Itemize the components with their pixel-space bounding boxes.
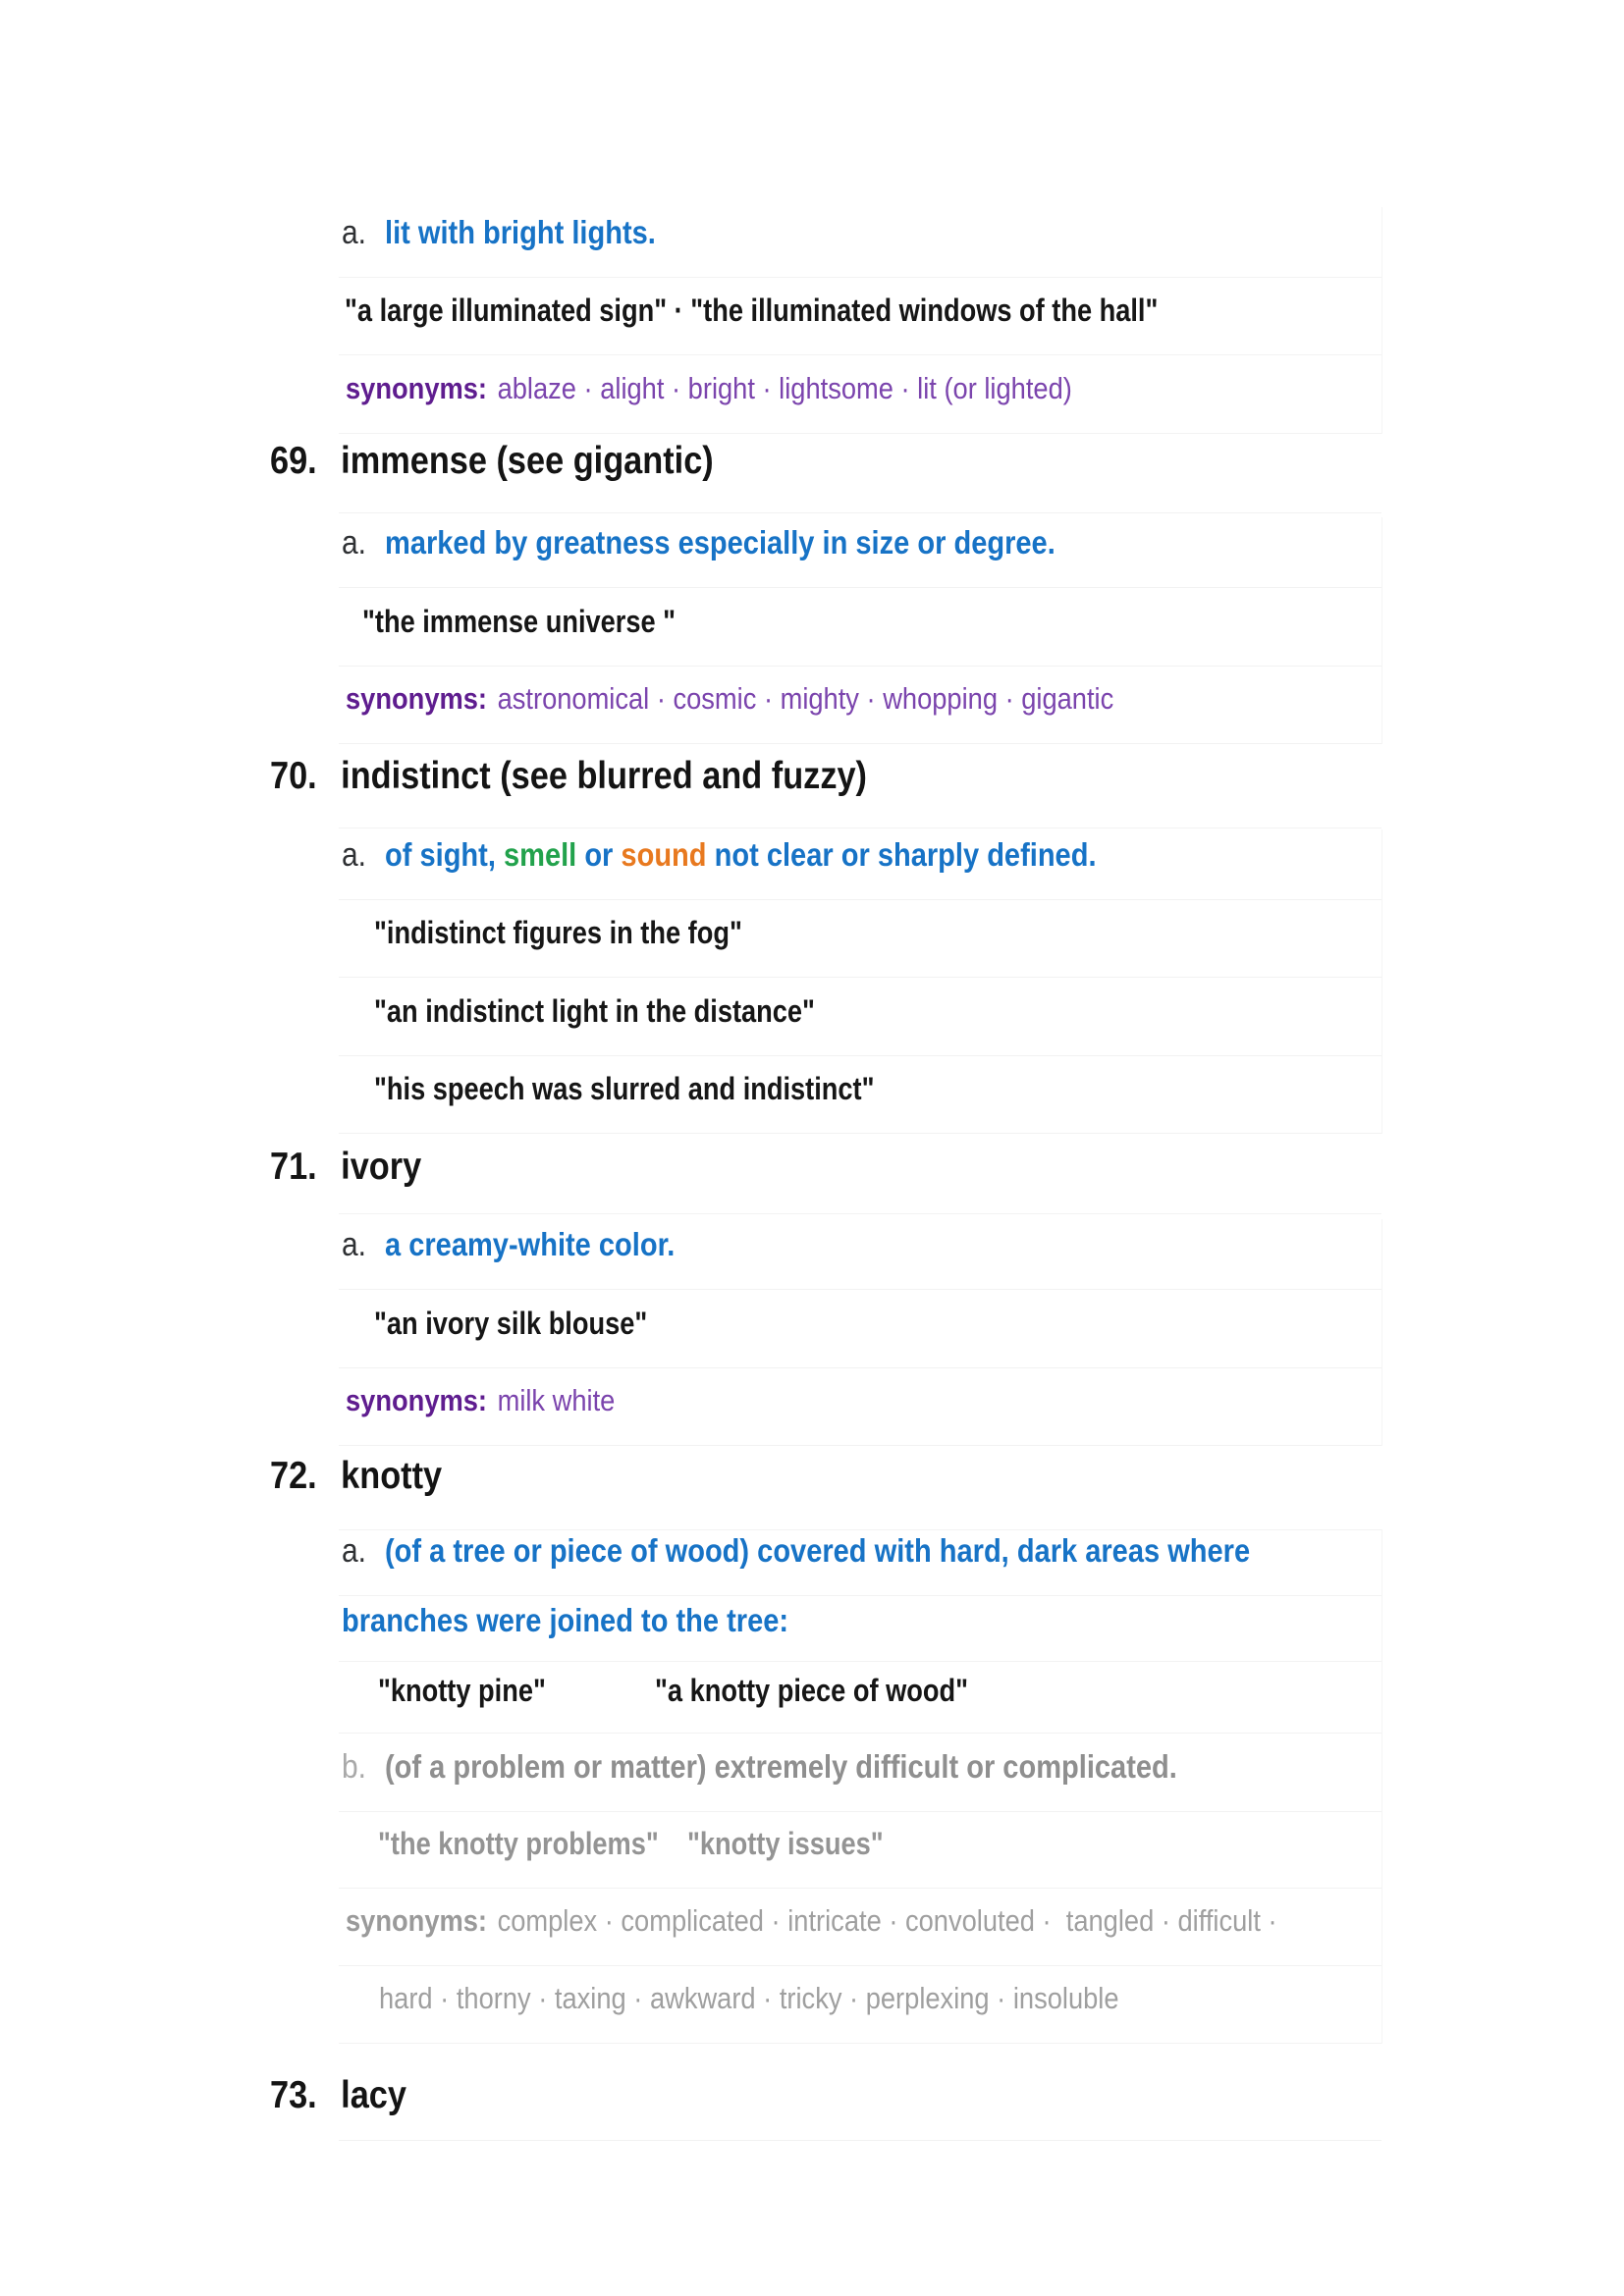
sense-marker: a. bbox=[342, 836, 366, 874]
definition-row bbox=[342, 1595, 849, 1646]
example-text: "a large illuminated sign" · "the illuminated windows of the hall" bbox=[345, 293, 1159, 328]
synonyms-text: ablaze · alight · bright · lightsome · lit (or lighted) bbox=[497, 371, 1072, 405]
synonyms-row bbox=[346, 1375, 652, 1426]
row-separator bbox=[339, 1213, 1381, 1214]
entry-word: lacy bbox=[341, 2074, 406, 2116]
sense-marker: a. bbox=[342, 1532, 366, 1570]
definition-segment: or bbox=[576, 836, 622, 873]
row-separator bbox=[339, 1289, 1381, 1290]
definition-text: branches were joined to the tree: bbox=[342, 1602, 789, 1638]
heading-line bbox=[270, 432, 714, 499]
row-separator bbox=[339, 433, 1381, 434]
heading-line bbox=[270, 1447, 442, 1514]
example-row bbox=[374, 907, 807, 958]
row-separator bbox=[339, 1367, 1381, 1368]
entry-word: ivory bbox=[341, 1146, 422, 1188]
entry-number: 70. bbox=[270, 755, 317, 797]
definition-text: marked by greatness especially in size or degree. bbox=[385, 524, 1056, 561]
example-text: "a knotty piece of wood" bbox=[655, 1673, 968, 1708]
entry-word: indistinct (see blurred and fuzzy) bbox=[341, 755, 867, 797]
row-separator bbox=[339, 2043, 1381, 2044]
definition-row bbox=[342, 207, 698, 258]
entry-number: 71. bbox=[270, 1146, 317, 1188]
entry-number: 69. bbox=[270, 440, 317, 482]
synonyms-line bbox=[379, 1973, 1119, 2030]
example-text: "his speech was slurred and indistinct" bbox=[374, 1071, 875, 1106]
sense-marker: a. bbox=[342, 214, 366, 251]
entry-heading bbox=[270, 1138, 442, 1197]
row-separator bbox=[339, 354, 1381, 355]
definition-line bbox=[342, 829, 1097, 887]
content-right-border bbox=[1381, 517, 1382, 744]
example-text: "knotty pine" bbox=[378, 1673, 546, 1708]
row-separator bbox=[339, 512, 1381, 513]
row-separator bbox=[339, 1733, 1381, 1734]
synonyms-line bbox=[346, 673, 1113, 730]
synonyms-text: hard · thorny · taxing · awkward · tricky · perplexing · insoluble bbox=[379, 1981, 1119, 2015]
definition-line bbox=[342, 1219, 675, 1277]
definition-text: lit with bright lights. bbox=[385, 214, 656, 250]
content-right-border bbox=[1381, 1219, 1382, 1446]
row-separator bbox=[339, 587, 1381, 588]
entry-number: 73. bbox=[270, 2074, 317, 2116]
entry-number: 72. bbox=[270, 1455, 317, 1497]
content-right-border bbox=[1381, 1529, 1382, 2044]
example-text: "an indistinct light in the distance" bbox=[374, 993, 815, 1029]
definition-row bbox=[342, 1741, 1291, 1792]
definition-segment: smell bbox=[503, 836, 577, 873]
synonyms-text: complex · complicated · intricate · convoluted · tangled · difficult · bbox=[497, 1903, 1277, 1938]
example-row bbox=[378, 1665, 968, 1716]
row-separator bbox=[339, 1965, 1381, 1966]
definition-text: (of a tree or piece of wood) covered with hard, dark areas where bbox=[385, 1532, 1251, 1569]
definition-segment: sound bbox=[621, 836, 707, 873]
row-separator bbox=[339, 1595, 1381, 1596]
heading-line bbox=[270, 1138, 421, 1204]
row-separator bbox=[339, 1661, 1381, 1662]
row-separator bbox=[339, 743, 1381, 744]
entry-word: immense (see gigantic) bbox=[341, 440, 714, 482]
example-text: "an ivory silk blouse" bbox=[374, 1306, 648, 1341]
row-separator bbox=[339, 1529, 1381, 1530]
synonyms-row bbox=[379, 1973, 1219, 2024]
example-row bbox=[345, 285, 1302, 336]
definition-text: a creamy-white color. bbox=[385, 1226, 676, 1262]
example-row bbox=[362, 596, 731, 647]
definition-line bbox=[342, 207, 656, 265]
synonyms-line bbox=[346, 1896, 1277, 1952]
entry-heading bbox=[270, 1447, 465, 1506]
content-right-border bbox=[1381, 207, 1382, 434]
example-text: "indistinct figures in the fog" bbox=[374, 915, 742, 950]
example-row bbox=[374, 1298, 695, 1349]
synonyms-label: synonyms: bbox=[346, 1903, 488, 1938]
example-row bbox=[378, 1818, 884, 1869]
definition-line bbox=[342, 517, 1056, 575]
heading-line bbox=[270, 747, 867, 814]
example-row bbox=[374, 1063, 962, 1114]
entry-heading bbox=[270, 432, 774, 491]
row-separator bbox=[339, 277, 1381, 278]
entry-heading bbox=[270, 747, 948, 806]
definition-row bbox=[342, 829, 1199, 881]
definition-text: (of a problem or matter) extremely difficult or complicated. bbox=[385, 1748, 1177, 1785]
example-text: "the immense universe " bbox=[362, 604, 677, 639]
row-separator bbox=[339, 1811, 1381, 1812]
synonyms-text: astronomical · cosmic · mighty · whopping · gigantic bbox=[497, 681, 1114, 716]
row-separator bbox=[339, 977, 1381, 978]
synonyms-text: milk white bbox=[497, 1383, 616, 1417]
row-separator bbox=[339, 1445, 1381, 1446]
sense-marker: a. bbox=[342, 1226, 366, 1263]
synonyms-row bbox=[346, 1896, 1404, 1947]
synonyms-row bbox=[346, 363, 1171, 414]
synonyms-label: synonyms: bbox=[346, 371, 488, 405]
synonyms-line bbox=[346, 363, 1072, 420]
sense-marker: b. bbox=[342, 1748, 366, 1786]
synonyms-label: synonyms: bbox=[346, 681, 488, 716]
definition-row bbox=[342, 1525, 1374, 1576]
row-separator bbox=[339, 899, 1381, 900]
definition-segment: not clear or sharply defined. bbox=[706, 836, 1097, 873]
heading-line bbox=[270, 2066, 406, 2133]
example-text: "knotty issues" bbox=[687, 1826, 884, 1861]
definition-line bbox=[342, 1741, 1177, 1799]
sense-marker: a. bbox=[342, 524, 366, 561]
content-right-border bbox=[1381, 829, 1382, 1134]
row-separator bbox=[339, 2140, 1381, 2141]
synonyms-label: synonyms: bbox=[346, 1383, 488, 1417]
example-row bbox=[374, 986, 893, 1037]
definition-line bbox=[342, 1595, 788, 1653]
row-separator bbox=[339, 1888, 1381, 1889]
row-separator bbox=[339, 1133, 1381, 1134]
synonyms-line bbox=[346, 1375, 615, 1432]
example-text: "the knotty problems" bbox=[378, 1826, 659, 1861]
row-separator bbox=[339, 666, 1381, 667]
entry-word: knotty bbox=[341, 1455, 443, 1497]
definition-segment: of sight, bbox=[385, 836, 504, 873]
definition-line bbox=[342, 1525, 1250, 1583]
row-separator bbox=[339, 1055, 1381, 1056]
definition-row bbox=[342, 517, 1153, 568]
entry-heading bbox=[270, 2066, 425, 2125]
definition-row bbox=[342, 1219, 721, 1270]
synonyms-row bbox=[346, 673, 1218, 724]
